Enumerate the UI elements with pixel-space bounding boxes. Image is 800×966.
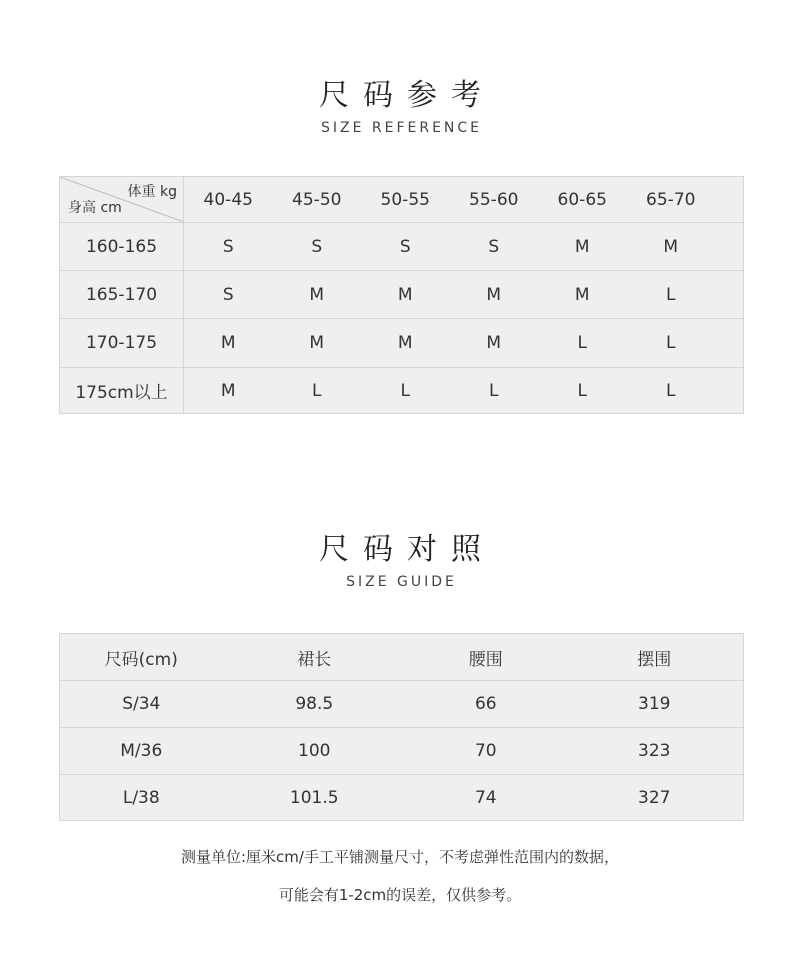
- size-cell: M: [309, 333, 325, 353]
- size-cell: M: [309, 284, 325, 305]
- size-cell: S/34: [122, 694, 161, 714]
- table-row: [60, 367, 743, 413]
- size-guide-subtitle: SIZE GUIDE: [346, 574, 457, 590]
- weight-header: 45-50: [292, 189, 342, 210]
- size-cell: M: [486, 284, 502, 305]
- size-guide-table: [59, 633, 744, 821]
- size-cell: M: [397, 333, 413, 353]
- table-row: [60, 727, 743, 774]
- weight-header: 55-60: [469, 189, 519, 210]
- waist-cell: 70: [474, 741, 497, 761]
- weight-axis-label: 体重 kg: [127, 184, 177, 200]
- size-cell: L: [666, 380, 676, 401]
- size-cell: S: [222, 284, 234, 305]
- size-cell: M: [663, 236, 679, 257]
- size-cell: L: [666, 333, 676, 353]
- hem-cell: 319: [638, 694, 671, 714]
- table-row: [60, 318, 743, 367]
- height-cell: 160-165: [60, 223, 184, 270]
- size-cell: M/36: [120, 741, 163, 761]
- size-cell: M: [397, 284, 413, 305]
- size-cell: M: [574, 236, 590, 257]
- table-row: [60, 774, 743, 821]
- weight-header: 50-55: [380, 189, 430, 210]
- waist-cell: 66: [474, 694, 497, 714]
- hem-cell: 327: [638, 788, 671, 808]
- weight-header: 40-45: [203, 189, 253, 210]
- size-cell: L: [577, 333, 587, 353]
- table-row: [60, 222, 743, 270]
- size-cell: M: [574, 284, 590, 305]
- size-reference-subtitle: SIZE REFERENCE: [320, 120, 483, 136]
- waist-cell: 74: [474, 788, 497, 808]
- size-cell: L: [312, 380, 322, 401]
- length-cell: 98.5: [295, 694, 334, 714]
- weight-header: 65-70: [646, 189, 696, 210]
- guide-header-row: [60, 634, 743, 681]
- hem-cell: 323: [638, 741, 671, 761]
- column-header: 裙长: [297, 650, 332, 670]
- size-cell: S: [399, 236, 411, 257]
- measurement-note: 测量单位:厘米cm/手工平铺测量尺寸，不考虑弹性范围内的数据，: [181, 848, 619, 866]
- size-cell: L: [489, 380, 499, 401]
- size-cell: L: [666, 284, 676, 305]
- weight-header: 60-65: [557, 189, 607, 210]
- column-header: 腰围: [468, 650, 503, 670]
- size-cell: M: [486, 333, 502, 353]
- tolerance-note: 可能会有1-2cm的误差，仅供参考。: [278, 886, 522, 904]
- size-reference-title: 尺码参考: [319, 78, 495, 113]
- table-row: [60, 680, 743, 727]
- column-header: 摆围: [637, 650, 672, 670]
- reference-header-row: [60, 177, 743, 222]
- height-cell: 170-175: [60, 319, 184, 367]
- size-cell: M: [220, 333, 236, 353]
- corner-header-cell: [60, 177, 184, 222]
- column-header: 尺码(cm): [104, 650, 178, 670]
- size-cell: S: [311, 236, 323, 257]
- size-cell: L: [400, 380, 410, 401]
- size-cell: M: [220, 380, 236, 401]
- size-cell: S: [488, 236, 500, 257]
- size-cell: S: [222, 236, 234, 257]
- length-cell: 101.5: [289, 788, 339, 808]
- table-row: [60, 270, 743, 318]
- height-cell: 175cm以上: [60, 368, 184, 413]
- size-cell: L/38: [122, 788, 160, 808]
- length-cell: 100: [298, 741, 331, 761]
- size-reference-table: [59, 176, 744, 414]
- size-guide-title: 尺码对照: [319, 532, 495, 567]
- size-cell: L: [577, 380, 587, 401]
- height-cell: 165-170: [60, 271, 184, 318]
- height-axis-label: 身高 cm: [68, 200, 122, 216]
